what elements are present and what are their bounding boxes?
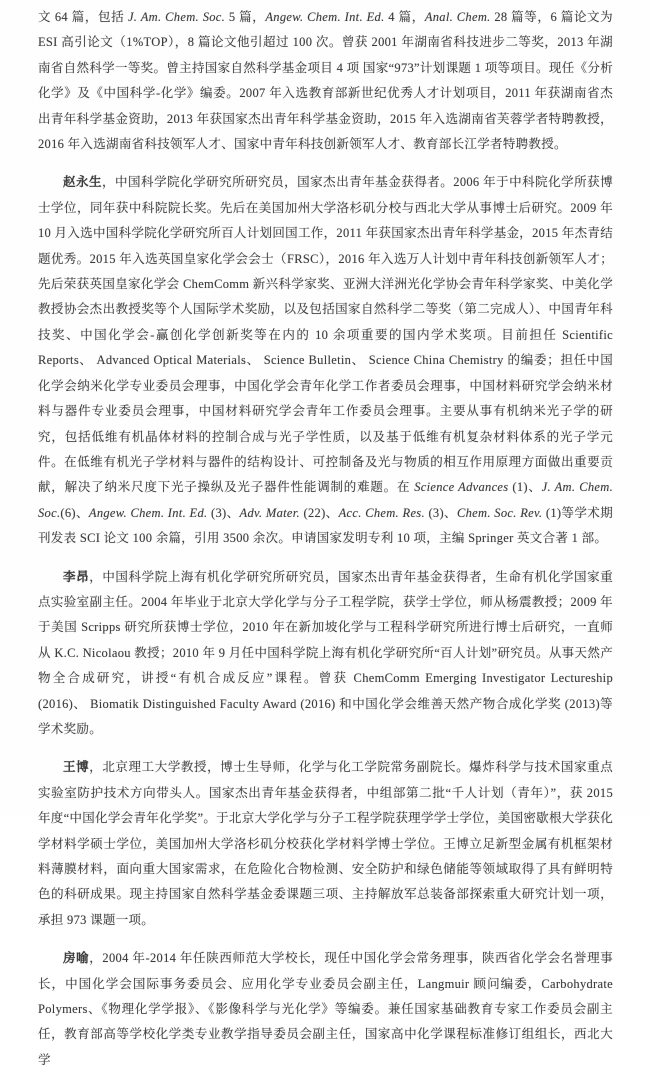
journal-name: J. Am. Chem. Soc. — [38, 480, 614, 520]
body-text: (6)、 — [60, 505, 89, 520]
body-text: ，中国科学院化学研究所研究员，国家杰出青年基金获得者。2006 年于中科院化学所获博士学位，同年获中科院院长奖。先后在美国加州大学洛杉矶分校与西北大学从事博士后研究。2009 年 10 月入选中国科学院化学研究所百人计划回国工作，2011 年获国家杰出青年科学基金，2015 年杰青结题优秀。2015 年入选英国皇家化学会会士（FRSC），2016 年入选万人计划中青年科技创新领军人才；先后荣获英国皇家化学会 ChemComm 新兴科学家奖、亚洲大洋洲光化学协会青年科学家奖、中美化学教授协会杰出教授奖等个人国际学术奖励，以及包括国家自然科学二等奖（第二完成人）、中国青年科技奖、中国化学会-赢创化学创新奖等在内的 10 余项重要的国内学术奖项。目前担任 Scientific Reports、 Advanced Optical Materials、 Science Bulletin、 Science China Chemistry 的编委；担任中国化学会纳米化学专业委员会理事，中国化学会青年化学工作者委员会理事，中国材料研究学会纳米材料与器件专业委员会理事，中国材料研究学会青年工作委员会理事。主要从事有机纳米光子学的研究，包括低维有机晶体材料的控制合成与光子学性质，以及基于低维有机复杂材料体系的光子学元件。在低维有机光子学材料与器件的结构设计、可控制备及光与物质的相互作用原理方面做出重要贡献，解决了纳米尺度下光子操纵及光子器件性能调制的难题。在 — [38, 175, 613, 495]
body-text: 文 64 篇，包括 — [38, 10, 128, 24]
bio-paragraph-li-ang — [38, 565, 613, 743]
bio-paragraph-continuation — [38, 5, 613, 157]
journal-name: Angew. Chem. Int. Ed. — [265, 10, 385, 24]
body-text: (1)等学术期刊发表 SCI 论文 100 余篇，引用 3500 余次。申请国家发明专利 10 项，主编 Springer 英文合著 1 部。 — [38, 505, 614, 546]
body-text: ，中国科学院上海有机化学研究所研究员，国家杰出青年基金获得者，生命有机化学国家重点实验室副主任。2004 年毕业于北京大学化学与分子工程学院，获学士学位，师从杨震教授；2009 年于美国 Scripps 研究所获博士学位，2010 年在新加坡化学与工程科学研究所进行博士后研究，一直师从 K.C. Nicolaou 教授；2010 年 9 月任中国科学院上海有机化学研究所“百人计划”研究员。从事天然产物全合成研究，讲授“有机合成反应”课程。曾获 ChemComm Emerging Investigator Lectureship (2016)、 Biomatik Distinguished Faculty Award (2016) 和中国化学会维善天然产物合成化学奖 (2013)等学术奖励。 — [38, 569, 613, 736]
journal-name: J. Am. Chem. Soc. — [127, 10, 226, 24]
journal-name: Science Advances — [414, 480, 509, 495]
bio-paragraph-zhao-yongsheng — [38, 170, 613, 551]
body-text: 4 篇， — [384, 10, 425, 24]
body-text: (3)、 — [424, 505, 457, 520]
body-text: (22)、 — [299, 505, 339, 520]
bio-paragraph-fang-yu — [38, 946, 613, 1073]
body-text: (3)、 — [207, 505, 240, 520]
body-text: ，北京理工大学教授，博士生导师，化学与化工学院常务副院长。爆炸科学与技术国家重点实验室防护技术方向带头人。国家杰出青年基金获得者，中组部第二批“千人计划（青年）”，获 2015 年度“中国化学会青年化学奖”。于北京大学化学与分子工程学院获理学学士学位，美国密歇根大学获化学材料学硕士学位，美国加州大学洛杉矶分校获化学材料学博士学位。王博立足新型金属有机框架材料薄膜材料，面向重大国家需求，在危险化合物检测、安全防护和绿色储能等领域取得了具有鲜明特色的科研成果。现主持国家自然科学基金委课题三项、主持解放军总装备部探索重大研究计划一项，承担 973 课题一项。 — [38, 760, 613, 927]
journal-name: Angew. Chem. Int. Ed. — [88, 505, 208, 520]
person-name: 房喻 — [63, 951, 90, 966]
body-text: 28 篇等，6 篇论文为 ESI 高引论文（1%TOP），8 篇论文他引超过 100 次。曾获 2001 年湖南省科技进步二等奖，2013 年湖南省自然科学一等奖。曾主持国家自然科学基金项目 4 项 国家“973”计划课题 1 项等项目。现任《分析化学》及《中国科学-化学》编委。2007 年入选教育部新世纪优秀人才计划项目，2011 年获湖南省杰出青年科学基金资助，2013 年获国家杰出青年科学基金资助，2015 年入选湖南省芙蓉学者特聘教授， 2016 年入选湖南省科技领军人才、国家中青年科技创新领军人才、教育部长江学者特聘教授。 — [38, 10, 613, 152]
person-name: 李昂 — [63, 569, 90, 584]
journal-name: Anal. Chem. — [424, 10, 491, 24]
journal-name: Adv. Mater. — [239, 505, 300, 520]
journal-name: Chem. Soc. Rev. — [456, 505, 543, 520]
person-name: 王博 — [63, 760, 90, 775]
person-name: 赵永生 — [63, 175, 103, 190]
body-text: ，2004 年-2014 年任陕西师范大学校长，现任中国化学会常务理事，陕西省化学会名誉理事长，中国化学会国际事务委员会、应用化学专业委员会副主任，Langmuir 顾问编委，Carbohydrate Polymers、《物理化学学报》、《影像科学与光化学》等编委。兼任国家基础教育专家工作委员会副主任，教育部高等学校化学类专业教学指导委员会副主任，国家高中化学课程标准修订组组长，西北大学 — [38, 951, 613, 1067]
journal-name: Acc. Chem. Res. — [338, 505, 425, 520]
body-text: 5 篇， — [225, 10, 266, 24]
body-text: (1)、 — [508, 480, 542, 495]
bio-paragraph-wang-bo — [38, 755, 613, 933]
